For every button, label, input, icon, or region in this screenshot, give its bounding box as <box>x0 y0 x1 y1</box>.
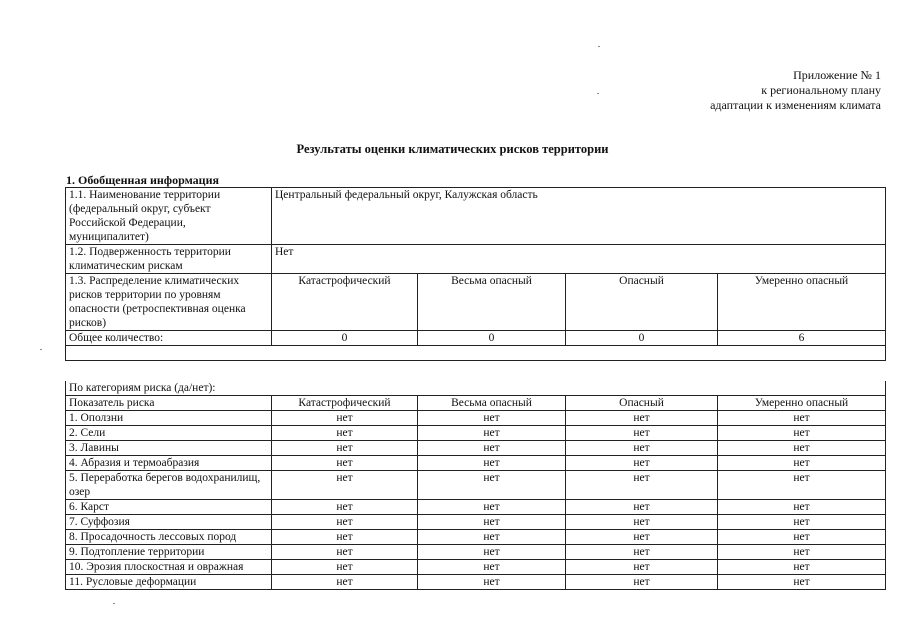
risk-value-catastrophic: нет <box>272 411 418 426</box>
exposure-value: Нет <box>272 245 886 274</box>
spacer-cell <box>66 346 886 361</box>
risk-value-very-dangerous: нет <box>418 515 566 530</box>
risk-value-catastrophic: нет <box>272 530 418 545</box>
risk-value-catastrophic: нет <box>272 500 418 515</box>
level-very-dangerous: Весьма опасный <box>418 274 566 331</box>
appendix-note <box>710 68 881 113</box>
header-very-dangerous: Весьма опасный <box>418 396 566 411</box>
risk-value-very-dangerous: нет <box>418 456 566 471</box>
risk-value-catastrophic: нет <box>272 575 418 590</box>
risk-categories-table <box>65 381 886 590</box>
appendix-line-3: адаптации к изменениям климата <box>710 98 881 112</box>
scan-speck <box>40 349 42 350</box>
risk-value-very-dangerous: нет <box>418 426 566 441</box>
header-moderate: Умеренно опасный <box>718 396 886 411</box>
header-dangerous: Опасный <box>566 396 718 411</box>
categories-header-row <box>66 396 886 411</box>
total-very-dangerous: 0 <box>418 331 566 346</box>
scan-speck <box>113 603 115 604</box>
general-info-table <box>65 187 886 361</box>
risk-name: 4. Абразия и термоабразия <box>66 456 272 471</box>
risk-value-moderate: нет <box>718 515 886 530</box>
risk-value-dangerous: нет <box>566 560 718 575</box>
risk-value-very-dangerous: нет <box>418 560 566 575</box>
territory-row <box>66 188 886 245</box>
risk-row <box>66 456 886 471</box>
risk-value-dangerous: нет <box>566 411 718 426</box>
risk-row <box>66 441 886 456</box>
risk-name: 8. Просадочность лессовых пород <box>66 530 272 545</box>
risk-name: 5. Переработка берегов водохранилищ, озер <box>66 471 272 500</box>
totals-row <box>66 331 886 346</box>
risk-value-catastrophic: нет <box>272 515 418 530</box>
risk-name: 7. Суффозия <box>66 515 272 530</box>
categories-caption-row <box>66 381 886 396</box>
risk-value-moderate: нет <box>718 530 886 545</box>
risk-value-very-dangerous: нет <box>418 500 566 515</box>
risk-value-dangerous: нет <box>566 545 718 560</box>
risk-value-very-dangerous: нет <box>418 471 566 500</box>
risk-row <box>66 530 886 545</box>
risk-value-dangerous: нет <box>566 575 718 590</box>
risk-name: 2. Сели <box>66 426 272 441</box>
appendix-line-1: Приложение № 1 <box>793 68 881 82</box>
risk-value-moderate: нет <box>718 560 886 575</box>
risk-value-catastrophic: нет <box>272 471 418 500</box>
risk-name: 1. Оползни <box>66 411 272 426</box>
distribution-row <box>66 274 886 331</box>
exposure-row <box>66 245 886 274</box>
risk-value-catastrophic: нет <box>272 441 418 456</box>
risk-name: 6. Карст <box>66 500 272 515</box>
risk-name: 9. Подтопление территории <box>66 545 272 560</box>
risk-value-dangerous: нет <box>566 456 718 471</box>
header-catastrophic: Катастрофический <box>272 396 418 411</box>
risk-value-dangerous: нет <box>566 500 718 515</box>
risk-value-very-dangerous: нет <box>418 545 566 560</box>
total-catastrophic: 0 <box>272 331 418 346</box>
risk-value-moderate: нет <box>718 575 886 590</box>
level-moderate: Умеренно опасный <box>718 274 886 331</box>
level-catastrophic: Катастрофический <box>272 274 418 331</box>
risk-value-dangerous: нет <box>566 515 718 530</box>
risk-row <box>66 515 886 530</box>
total-dangerous: 0 <box>566 331 718 346</box>
risk-value-catastrophic: нет <box>272 426 418 441</box>
risk-value-dangerous: нет <box>566 441 718 456</box>
appendix-line-2: к региональному плану <box>761 83 881 97</box>
risk-value-dangerous: нет <box>566 471 718 500</box>
section-heading: 1. Обобщенная информация <box>66 173 219 187</box>
scan-speck <box>598 46 600 47</box>
risk-row <box>66 545 886 560</box>
risk-row <box>66 426 886 441</box>
risk-value-moderate: нет <box>718 500 886 515</box>
risk-value-dangerous: нет <box>566 530 718 545</box>
risk-value-moderate: нет <box>718 426 886 441</box>
risk-value-catastrophic: нет <box>272 560 418 575</box>
risk-value-very-dangerous: нет <box>418 411 566 426</box>
risk-value-moderate: нет <box>718 456 886 471</box>
risk-row <box>66 500 886 515</box>
scan-speck <box>597 93 599 94</box>
risk-row <box>66 411 886 426</box>
risk-value-moderate: нет <box>718 471 886 500</box>
risk-value-very-dangerous: нет <box>418 530 566 545</box>
risk-value-dangerous: нет <box>566 426 718 441</box>
page-title: Результаты оценки климатических рисков территории <box>296 142 609 156</box>
risk-value-moderate: нет <box>718 441 886 456</box>
spacer-row <box>66 346 886 361</box>
risk-row <box>66 471 886 500</box>
indicator-header: Показатель риска <box>66 396 272 411</box>
risk-value-very-dangerous: нет <box>418 441 566 456</box>
risk-name: 10. Эрозия плоскостная и овражная <box>66 560 272 575</box>
risk-name: 3. Лавины <box>66 441 272 456</box>
total-moderate: 6 <box>718 331 886 346</box>
risk-value-moderate: нет <box>718 411 886 426</box>
total-label: Общее количество: <box>66 331 272 346</box>
exposure-label: 1.2. Подверженность территории климатическим рискам <box>66 245 272 274</box>
risk-name: 11. Русловые деформации <box>66 575 272 590</box>
risk-row <box>66 575 886 590</box>
risk-value-catastrophic: нет <box>272 545 418 560</box>
categories-caption: По категориям риска (да/нет): <box>66 381 886 396</box>
risk-value-moderate: нет <box>718 545 886 560</box>
risk-value-very-dangerous: нет <box>418 575 566 590</box>
risk-value-catastrophic: нет <box>272 456 418 471</box>
territory-label: 1.1. Наименование территории (федеральный округ, субъект Российской Федерации, муниципалитет) <box>66 188 272 245</box>
level-dangerous: Опасный <box>566 274 718 331</box>
distribution-label: 1.3. Распределение климатических рисков территории по уровням опасности (ретроспективная оценка рисков) <box>66 274 272 331</box>
risk-row <box>66 560 886 575</box>
territory-value: Центральный федеральный округ, Калужская область <box>272 188 886 245</box>
